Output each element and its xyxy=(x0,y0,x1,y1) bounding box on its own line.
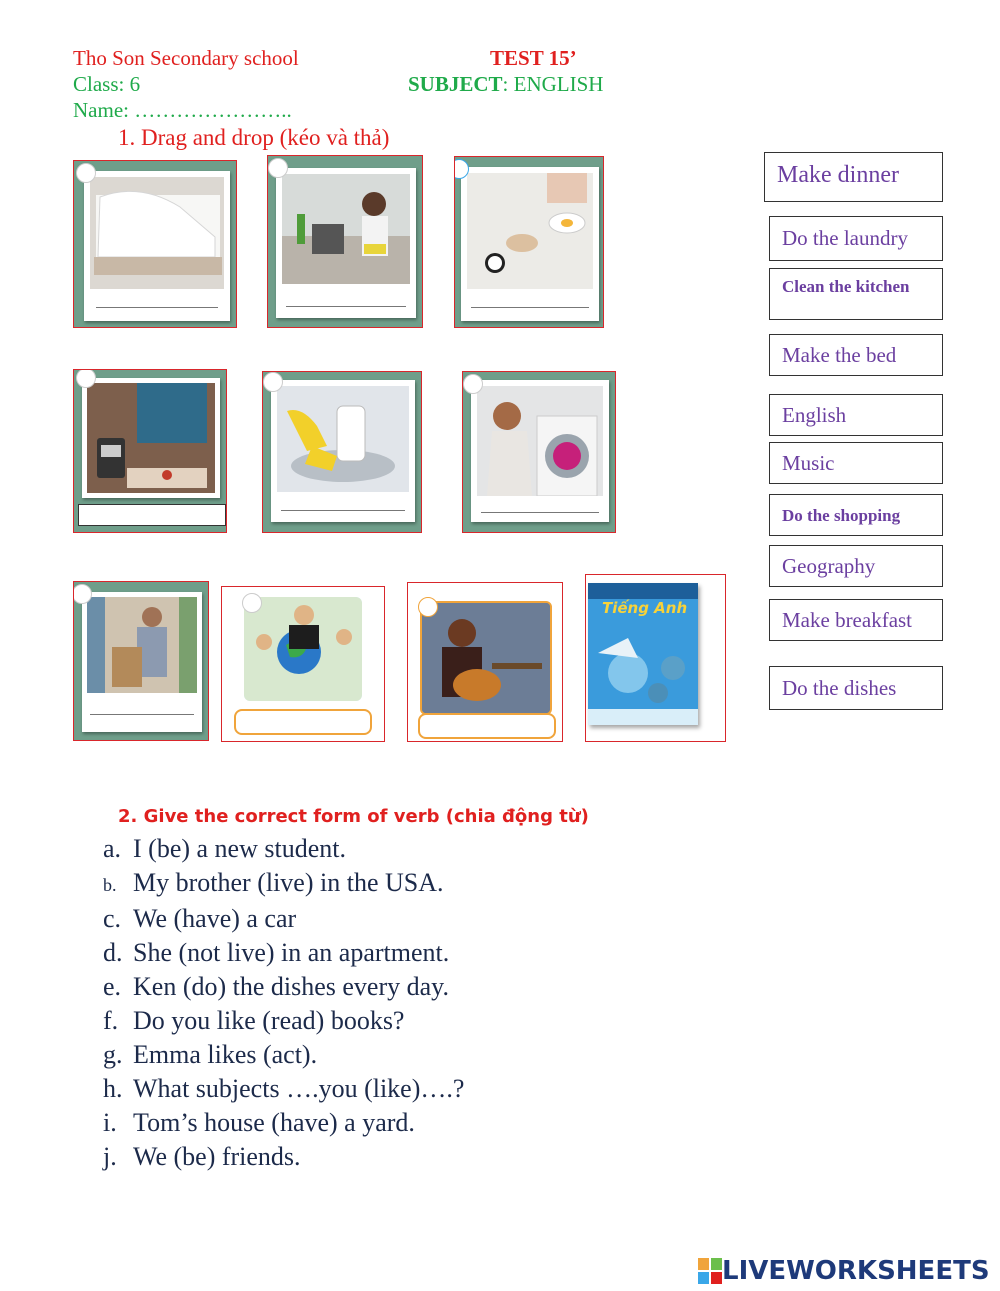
class-label: Class: 6 xyxy=(73,72,141,96)
answer-line xyxy=(471,307,589,308)
subject-label: SUBJECT xyxy=(408,72,503,96)
question-item xyxy=(103,1072,464,1106)
photo-frame xyxy=(471,380,609,522)
breakfast-illustration xyxy=(467,173,593,289)
word-music[interactable]: Music xyxy=(769,442,943,484)
school-name: Tho Son Secondary school xyxy=(73,46,299,70)
drop-target-dot[interactable] xyxy=(76,369,96,388)
picture-card-kitchen xyxy=(267,155,423,328)
bed-illustration xyxy=(90,177,224,289)
answer-line xyxy=(481,512,599,513)
word-clean-the-kitchen[interactable]: Clean the kitchen xyxy=(769,268,943,320)
photo-frame xyxy=(84,171,230,321)
question-item xyxy=(103,970,464,1004)
question-marker: d. xyxy=(103,938,123,967)
question-marker: j. xyxy=(103,1142,117,1171)
breakfast-photo xyxy=(467,173,593,289)
geography-illustration xyxy=(244,597,362,701)
question-text: What subjects ….you (like)….? xyxy=(133,1074,465,1103)
drop-target-dot[interactable] xyxy=(73,584,92,604)
answer-line xyxy=(281,510,405,511)
drop-target-dot[interactable] xyxy=(76,163,96,183)
question-marker: a. xyxy=(103,834,122,863)
dishes-photo xyxy=(277,386,409,492)
dinner-photo xyxy=(87,383,215,493)
word-do-the-laundry[interactable]: Do the laundry xyxy=(769,216,943,261)
exercise2-list xyxy=(103,832,464,1174)
question-item xyxy=(103,1038,464,1072)
picture-card-dinner xyxy=(73,369,227,533)
word-make-breakfast[interactable]: Make breakfast xyxy=(769,599,943,641)
bed-photo xyxy=(90,177,224,289)
question-item xyxy=(103,1106,464,1140)
question-marker: c. xyxy=(103,904,122,933)
question-marker: g. xyxy=(103,1040,123,1069)
answer-pill[interactable] xyxy=(234,709,372,735)
name-line: Name: ………………….. xyxy=(73,98,292,122)
question-text: We (have) a car xyxy=(133,904,297,933)
question-text: My brother (live) in the USA. xyxy=(133,868,444,897)
picture-card-breakfast xyxy=(454,156,604,328)
question-text: Tom’s house (have) a yard. xyxy=(133,1108,415,1137)
question-text: Emma likes (act). xyxy=(133,1040,318,1069)
word-do-the-dishes[interactable]: Do the dishes xyxy=(769,666,943,710)
question-item xyxy=(103,936,464,970)
laundry-photo xyxy=(477,386,603,496)
music-illustration xyxy=(422,603,550,713)
dishes-illustration xyxy=(277,386,409,492)
kitchen-illustration xyxy=(282,174,410,284)
geography-photo xyxy=(244,597,362,701)
subject-value: : ENGLISH xyxy=(502,72,604,96)
word-english[interactable]: English xyxy=(769,394,943,436)
question-item xyxy=(103,1004,464,1038)
drop-target-dot[interactable] xyxy=(268,158,288,178)
question-item xyxy=(103,832,464,866)
question-text: She (not live) in an apartment. xyxy=(133,938,450,967)
question-marker: e. xyxy=(103,972,122,1001)
question-marker: i. xyxy=(103,1108,117,1137)
photo-frame xyxy=(276,168,416,318)
picture-card-dishes xyxy=(262,371,422,533)
word-geography[interactable]: Geography xyxy=(769,545,943,587)
answer-box[interactable] xyxy=(78,504,226,526)
laundry-illustration xyxy=(477,386,603,496)
logo-text: LIVEWORKSHEETS xyxy=(722,1256,990,1286)
book-cover xyxy=(588,583,698,725)
question-marker: h. xyxy=(103,1074,123,1103)
test-title: TEST 15’ xyxy=(490,46,577,70)
question-text: We (be) friends. xyxy=(133,1142,301,1171)
music-photo xyxy=(420,601,552,715)
word-make-the-bed[interactable]: Make the bed xyxy=(769,334,943,376)
shopping-photo xyxy=(87,597,197,693)
answer-line xyxy=(286,306,406,307)
book-title: Tiếng Anh xyxy=(602,599,688,617)
drop-target-dot[interactable] xyxy=(263,372,283,392)
subject-line xyxy=(408,71,603,97)
photo-frame xyxy=(82,378,220,498)
photo-frame xyxy=(82,592,202,732)
picture-card-laundry xyxy=(462,371,616,533)
question-item xyxy=(103,866,464,902)
answer-line xyxy=(90,714,194,715)
liveworksheets-logo[interactable] xyxy=(698,1256,990,1286)
kitchen-photo xyxy=(282,174,410,284)
picture-card-music xyxy=(407,582,563,742)
question-text: Ken (do) the dishes every day. xyxy=(133,972,449,1001)
answer-pill[interactable] xyxy=(418,713,556,739)
question-marker: b. xyxy=(103,875,117,895)
drop-target-dot[interactable] xyxy=(242,593,262,613)
exercise1-title: 1. Drag and drop (kéo và thả) xyxy=(118,125,390,150)
picture-card-shopping xyxy=(73,581,209,741)
photo-frame xyxy=(271,380,415,522)
photo-frame xyxy=(461,167,599,321)
drop-target-dot[interactable] xyxy=(418,597,438,617)
word-make-dinner[interactable]: Make dinner xyxy=(764,152,943,202)
question-text: I (be) a new student. xyxy=(133,834,346,863)
word-do-the-shopping[interactable]: Do the shopping xyxy=(769,494,943,536)
dinner-illustration xyxy=(87,383,215,493)
picture-card-bed xyxy=(73,160,237,328)
question-item xyxy=(103,1140,464,1174)
question-marker: f. xyxy=(103,1006,119,1035)
shopping-illustration xyxy=(87,597,197,693)
exercise2-title: 2. Give the correct form of verb (chia động từ) xyxy=(118,806,589,827)
logo-mark-icon xyxy=(698,1258,722,1284)
picture-card-english-book xyxy=(585,574,726,742)
answer-line xyxy=(96,307,218,308)
drop-target-dot[interactable] xyxy=(463,374,483,394)
picture-card-geography xyxy=(221,586,385,742)
question-text: Do you like (read) books? xyxy=(133,1006,405,1035)
question-item xyxy=(103,902,464,936)
